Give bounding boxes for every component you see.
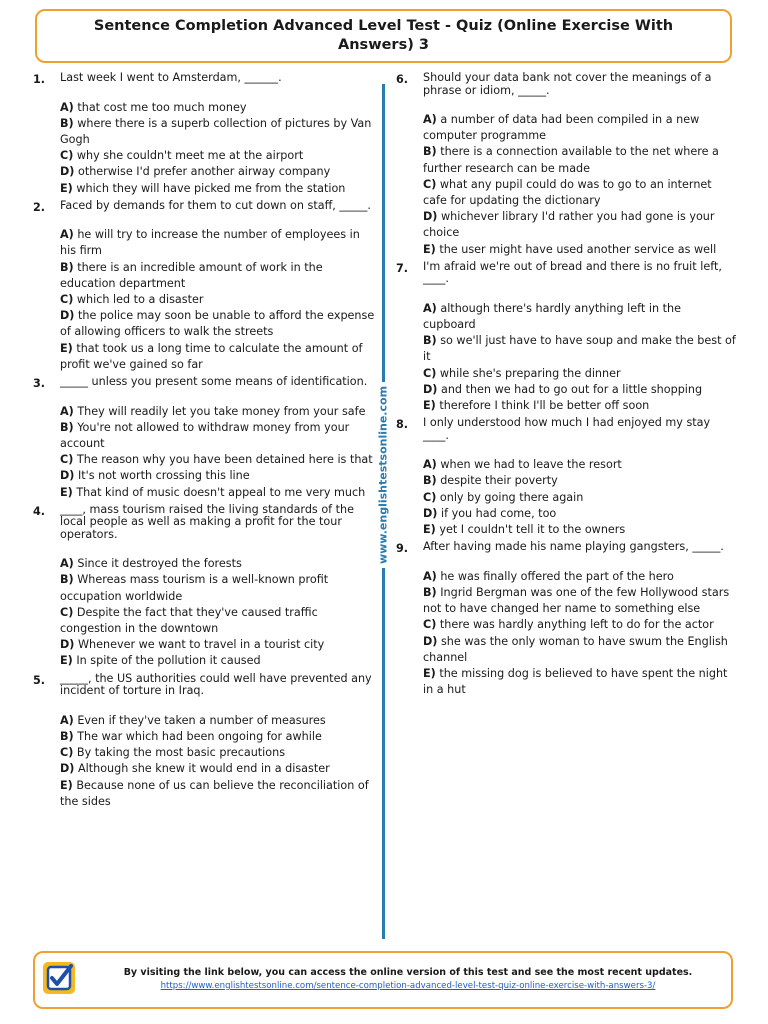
option-letter: C): [60, 149, 74, 163]
option-letter: C): [423, 490, 437, 504]
answer-option: [60, 260, 378, 292]
question-body: [423, 72, 736, 258]
answer-option: [60, 653, 378, 669]
option-letter: A): [60, 713, 74, 727]
option-text: which they will have picked me from the station: [76, 181, 346, 195]
answer-option: [423, 112, 736, 144]
option-letter: D): [423, 382, 438, 396]
option-text: You're not allowed to withdraw money from your account: [60, 420, 350, 450]
question-item: [33, 200, 378, 373]
option-letter: C): [423, 366, 437, 380]
option-letter: E): [60, 778, 73, 792]
option-letter: E): [423, 666, 436, 680]
footer-text: By visiting the link below, you can access the online version of this test and see the most recent updates.: [123, 967, 693, 978]
answer-option: [60, 572, 378, 604]
answer-option: [60, 761, 378, 777]
question-number: 6.: [396, 73, 409, 86]
answer-option: [60, 308, 378, 340]
question-item: [396, 417, 736, 538]
option-text: therefore I think I'll be better off soon: [439, 399, 650, 413]
question-number: 7.: [396, 261, 409, 275]
question-number: 1.: [33, 73, 46, 86]
option-text: what any pupil could do was to go to an internet cafe for updating the dictionary: [423, 177, 712, 208]
question-body: [60, 673, 378, 810]
page-title: Sentence Completion Advanced Level Test - Quiz (Online Exercise With Answers) 3: [93, 18, 674, 53]
answer-option: [423, 473, 736, 489]
answer-option: [423, 333, 736, 365]
footer-box: [33, 951, 733, 1009]
answer-option: [423, 144, 736, 176]
question-stem: _____ unless you present some means of identification.: [60, 375, 368, 389]
question-number: 4.: [33, 504, 46, 518]
answer-option: [423, 617, 736, 633]
question-item: [396, 261, 736, 414]
answer-option: [60, 745, 378, 761]
option-letter: B): [60, 729, 74, 743]
option-text: They will readily let you take money from your safe: [77, 404, 366, 418]
option-letter: D): [60, 165, 75, 179]
option-letter: B): [60, 420, 74, 434]
question-body: [423, 261, 736, 414]
option-letter: D): [423, 210, 438, 224]
option-text: Even if they've taken a number of measures: [77, 713, 326, 727]
left-question-column: [33, 72, 378, 813]
question-item: [33, 72, 378, 197]
option-text: there is a connection available to the net where a further research can be made: [423, 145, 719, 175]
question-stem: ____, mass tourism raised the living standards of the local people as well as making a profit for the tour operators.: [60, 502, 355, 541]
option-text: there was hardly anything left to do for the actor: [439, 618, 714, 632]
option-letter: D): [60, 469, 75, 483]
question-stem: Last week I went to Amsterdam, ______.: [60, 71, 282, 84]
option-text: Ingrid Bergman was one of the few Hollywood stars not to have changed her name to something else: [423, 585, 730, 616]
answer-option: [423, 506, 736, 522]
answer-option: [60, 227, 378, 259]
option-letter: A): [423, 458, 437, 472]
footer-link[interactable]: https://www.englishtestsonline.com/sentence-completion-advanced-level-test-quiz-online-exercise-with-answers-3/: [160, 981, 656, 991]
option-text: yet I couldn't tell it to the owners: [439, 523, 626, 537]
question-stem: After having made his name playing gangsters, _____.: [423, 540, 724, 554]
answer-option: [423, 209, 736, 241]
option-letter: C): [423, 177, 437, 191]
answer-option: [60, 485, 378, 501]
answer-option: [423, 382, 736, 398]
option-text: otherwise I'd prefer another airway company: [77, 165, 331, 179]
option-text: Whenever we want to travel in a tourist city: [77, 638, 325, 652]
option-text: he will try to increase the number of employees in his firm: [60, 228, 360, 258]
question-number: 5.: [33, 673, 46, 687]
question-item: [396, 541, 736, 698]
option-letter: D): [60, 638, 75, 652]
answer-option: [423, 585, 736, 617]
option-letter: B): [423, 334, 437, 348]
question-stem: Faced by demands for them to cut down on staff, _____.: [60, 198, 371, 212]
question-body: [60, 72, 378, 197]
answer-option: [60, 100, 378, 116]
question-item: [33, 376, 378, 501]
option-letter: B): [60, 116, 74, 130]
option-letter: B): [423, 474, 437, 488]
answer-option: [60, 452, 378, 468]
option-text: despite their poverty: [440, 474, 558, 488]
option-text: so we'll just have to have soup and make the best of it: [423, 334, 736, 364]
answer-option: [60, 292, 378, 308]
question-item: [396, 72, 736, 258]
option-text: The war which had been ongoing for awhile: [77, 729, 322, 743]
option-text: In spite of the pollution it caused: [76, 654, 261, 668]
answer-option: [60, 164, 378, 180]
option-letter: D): [60, 762, 75, 776]
option-text: which led to a disaster: [76, 293, 204, 307]
option-letter: E): [423, 242, 436, 256]
answer-option: [60, 116, 378, 148]
answer-option: [423, 490, 736, 506]
option-text: while she's preparing the dinner: [439, 366, 621, 380]
option-letter: B): [60, 573, 74, 587]
answer-option: [60, 148, 378, 164]
option-letter: A): [60, 100, 74, 114]
question-body: [423, 541, 736, 698]
option-text: Whereas mass tourism is a well-known profit occupation worldwide: [60, 573, 329, 603]
option-text: if you had come, too: [440, 506, 557, 520]
answer-option: [60, 778, 378, 810]
option-letter: E): [423, 399, 436, 413]
question-stem: Should your data bank not cover the meanings of a phrase or idiom, _____.: [423, 71, 712, 97]
option-text: when we had to leave the resort: [440, 458, 622, 472]
answer-option: [60, 729, 378, 745]
option-letter: B): [423, 585, 437, 599]
option-text: Despite the fact that they've caused traffic congestion in the downtown: [60, 605, 318, 636]
answer-option: [60, 468, 378, 484]
page-title-box: [35, 9, 732, 63]
option-text: The reason why you have been detained here is that: [76, 453, 373, 467]
option-text: the user might have used another service as well: [439, 242, 717, 256]
option-letter: A): [60, 228, 74, 242]
answer-option: [60, 556, 378, 572]
option-letter: D): [423, 634, 438, 648]
question-stem: _____, the US authorities could well have prevented any incident of torture in Iraq.: [60, 671, 372, 698]
option-text: why she couldn't meet me at the airport: [76, 149, 304, 163]
option-letter: A): [60, 557, 74, 571]
answer-option: [423, 301, 736, 333]
answer-option: [60, 420, 378, 452]
option-letter: E): [423, 523, 436, 537]
answer-option: [60, 181, 378, 197]
option-letter: B): [60, 260, 74, 274]
option-text: the missing dog is believed to have spent the night in a hut: [423, 666, 728, 697]
answer-option: [60, 605, 378, 637]
option-letter: D): [60, 309, 75, 323]
option-text: only by going there again: [439, 490, 584, 504]
question-stem: I only understood how much I had enjoyed my stay ____.: [423, 416, 711, 442]
option-text: and then we had to go out for a little shopping: [440, 382, 703, 396]
option-letter: C): [60, 453, 74, 467]
question-body: [60, 504, 378, 670]
option-letter: E): [60, 485, 73, 499]
question-item: [33, 673, 378, 810]
question-item: [33, 504, 378, 670]
option-letter: E): [60, 181, 73, 195]
answer-option: [423, 569, 736, 585]
option-letter: A): [423, 113, 437, 126]
answer-option: [423, 522, 736, 538]
answer-option: [423, 177, 736, 209]
answer-option: [423, 366, 736, 382]
option-text: Because none of us can believe the reconciliation of the sides: [60, 778, 369, 808]
option-text: where there is a superb collection of pictures by Van Gogh: [60, 116, 372, 146]
answer-option: [423, 398, 736, 414]
option-text: whichever library I'd rather you had gone is your choice: [423, 210, 715, 240]
option-letter: B): [423, 145, 437, 159]
answer-option: [423, 634, 736, 666]
answer-option: [60, 341, 378, 373]
option-letter: C): [60, 605, 74, 619]
option-letter: C): [60, 746, 74, 760]
question-number: 9.: [396, 542, 409, 556]
option-text: That kind of music doesn't appeal to me very much: [76, 485, 366, 499]
question-number: 3.: [33, 377, 46, 391]
option-letter: C): [423, 618, 437, 632]
option-text: It's not worth crossing this line: [77, 469, 250, 483]
option-text: she was the only woman to have swum the English channel: [423, 634, 728, 664]
question-number: 2.: [33, 200, 46, 214]
option-text: there is an incredible amount of work in the education department: [60, 260, 323, 290]
option-letter: A): [423, 569, 437, 583]
option-text: he was finally offered the part of the hero: [440, 569, 674, 583]
answer-option: [423, 457, 736, 473]
question-number: 8.: [396, 418, 409, 432]
option-text: By taking the most basic precautions: [76, 746, 286, 760]
option-text: Since it destroyed the forests: [77, 557, 242, 571]
option-text: although there's hardly anything left in the cupboard: [423, 301, 681, 332]
option-text: the police may soon be unable to afford the expense of allowing officers to walk the streets: [60, 309, 375, 339]
option-letter: E): [60, 654, 73, 668]
question-body: [423, 417, 736, 538]
answer-option: [60, 404, 378, 420]
question-body: [60, 200, 378, 373]
option-letter: C): [60, 293, 74, 307]
right-question-column: [396, 72, 736, 701]
option-letter: A): [423, 301, 437, 315]
watermark-url: www.englishtestsonline.com: [375, 382, 392, 568]
option-text: Although she knew it would end in a disaster: [77, 762, 330, 776]
answer-option: [423, 666, 736, 698]
checkbox-check-icon: [41, 960, 77, 996]
answer-option: [60, 637, 378, 653]
option-letter: D): [423, 506, 438, 520]
option-letter: A): [60, 404, 74, 418]
option-letter: E): [60, 341, 73, 355]
option-text: that took us a long time to calculate the amount of profit we've gained so far: [60, 341, 363, 371]
answer-option: [423, 242, 736, 258]
option-text: a number of data had been compiled in a new computer programme: [423, 113, 700, 143]
option-text: that cost me too much money: [77, 100, 247, 114]
question-body: [60, 376, 378, 501]
answer-option: [60, 713, 378, 729]
question-stem: I'm afraid we're out of bread and there is no fruit left, ____.: [423, 259, 722, 286]
